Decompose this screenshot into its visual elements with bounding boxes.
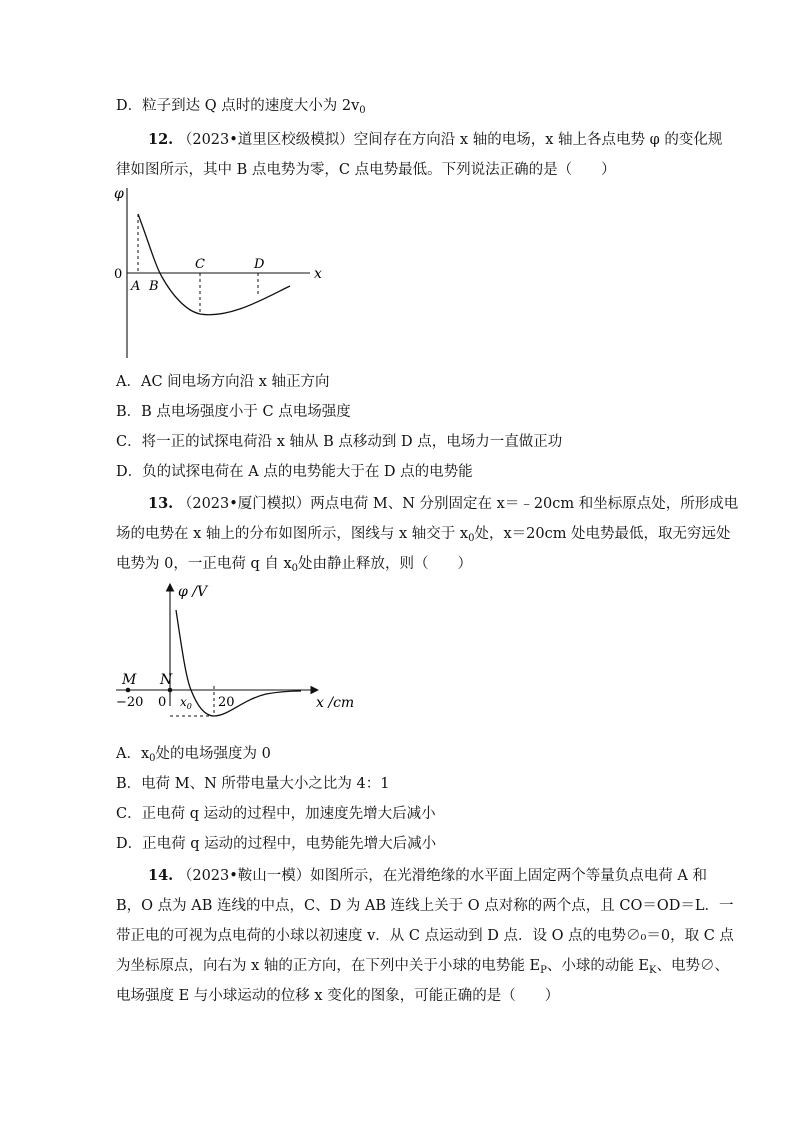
q12-point-c: C: [195, 257, 205, 272]
q14-stem-line3: 带正电的可视为点电荷的小球以初速度 v．从 C 点运动到 D 点．设 O 点的电势∅₀＝0，取 C 点: [116, 928, 734, 944]
q13-option-a-sub: 0: [149, 753, 156, 764]
q13-label-zero: 0: [158, 695, 167, 710]
q13-label-neg20: −20: [116, 695, 144, 710]
q13-label-x0: [180, 695, 192, 711]
q13-stem3-a: 电势为 0，一正电荷 q 自 x: [116, 556, 292, 572]
q14-stem4-sub1: P: [540, 965, 547, 976]
q13-charge-n: [168, 688, 173, 693]
q12-y-label: φ: [114, 186, 124, 202]
q12-stem-line2: 律如图所示，其中 B 点电势为零，C 点电势最低。下列说法正确的是（ ）: [116, 162, 616, 178]
q12-stem-line1: [148, 130, 722, 150]
q13-charge-m: [126, 688, 131, 693]
q11-option-d-sub: 0: [359, 105, 366, 116]
q12-point-d: D: [254, 257, 265, 272]
q14-stem-line5: 电场强度 E 与小球运动的位移 x 变化的图象，可能正确的是（ ）: [116, 988, 560, 1004]
q14-stem4-a: 为坐标原点，向右为 x 轴的正方向，在下列中关于小球的电势能 E: [116, 958, 541, 974]
q14-stem-text1: （2023•鞍山一模）如图所示，在光滑绝缘的水平面上固定两个等量负点电荷 A 和: [177, 868, 707, 884]
q14-stem-line4: [116, 956, 729, 981]
q13-figure: [108, 578, 378, 728]
q12-stem-text1: （2023•道里区校级模拟）空间存在方向沿 x 轴的电场，x 轴上各点电势 φ 的变化规: [177, 132, 723, 148]
q12-potential-curve: [138, 214, 290, 315]
q14-stem4-c: 、电势∅、: [656, 958, 730, 974]
q13-stem-line2: [116, 524, 731, 549]
q13-number: 13.: [148, 495, 174, 512]
q13-label-n: N: [160, 672, 173, 688]
q11-option-d-text: D．粒子到达 Q 点时的速度大小为 2v: [116, 98, 360, 114]
q13-stem3-b: 处由静止释放，则（ ）: [298, 556, 472, 572]
q12-x-label: x: [314, 266, 322, 282]
q12-origin-label: 0: [114, 267, 123, 282]
q13-stem2-b: 处，x＝20cm 处电势最低，取无穷远处: [474, 526, 731, 542]
q13-stem-text1: （2023•厦门模拟）两点电荷 M、N 分别固定在 x＝﹣20cm 和坐标原点处，所形成电: [177, 496, 739, 512]
q13-option-d: D．正电荷 q 运动的过程中，电势能先增大后减小: [116, 836, 437, 852]
q13-x-label: x /cm: [316, 695, 355, 711]
q13-stem-line3: [116, 554, 472, 579]
q12-number: 12.: [148, 131, 174, 148]
q14-stem-line2: B，O 点为 AB 连线的中点，C、D 为 AB 连线上关于 O 点对称的两个点，且 CO＝OD＝L．一: [116, 898, 734, 914]
q13-option-a: [116, 744, 271, 769]
q13-option-b: B．电荷 M、N 所带电量大小之比为 4：1: [116, 776, 390, 792]
q12-point-b: B: [149, 279, 159, 294]
q13-stem2-a: 场的电势在 x 轴上的分布如图所示，图线与 x 轴交于 x: [116, 526, 469, 542]
q11-option-d: [116, 96, 366, 121]
q13-stem3-sub: 0: [291, 563, 298, 574]
q14-stem4-sub2: K: [649, 965, 657, 976]
q14-number: 14.: [148, 867, 174, 884]
q12-option-c: C．将一正的试探电荷沿 x 轴从 B 点移动到 D 点，电场力一直做正功: [116, 434, 563, 450]
q14-stem-line1: [148, 866, 707, 886]
q13-y-label: φ /V: [178, 584, 208, 600]
q13-stem2-sub: 0: [468, 533, 475, 544]
q13-potential-curve: [176, 610, 301, 716]
q12-option-b: B．B 点电场强度小于 C 点电场强度: [116, 404, 351, 420]
q12-figure: [100, 180, 340, 358]
q12-option-d: D．负的试探电荷在 A 点的电势能大于在 D 点的电势能: [116, 464, 473, 480]
q13-x0-sub: 0: [186, 702, 192, 711]
q13-label-m: M: [122, 672, 137, 688]
q14-stem4-b: 、小球的动能 E: [546, 958, 650, 974]
q13-x0-main: x: [180, 695, 187, 709]
q13-option-a-post: 处的电场强度为 0: [155, 746, 271, 762]
q13-label-20: 20: [218, 695, 235, 710]
q13-option-c: C．正电荷 q 运动的过程中，加速度先增大后减小: [116, 806, 436, 822]
q12-point-a: A: [131, 279, 141, 294]
q13-option-a-pre: A．x: [116, 746, 150, 762]
q13-stem-line1: [148, 494, 738, 514]
q12-option-a: A．AC 间电场方向沿 x 轴正方向: [116, 374, 330, 390]
